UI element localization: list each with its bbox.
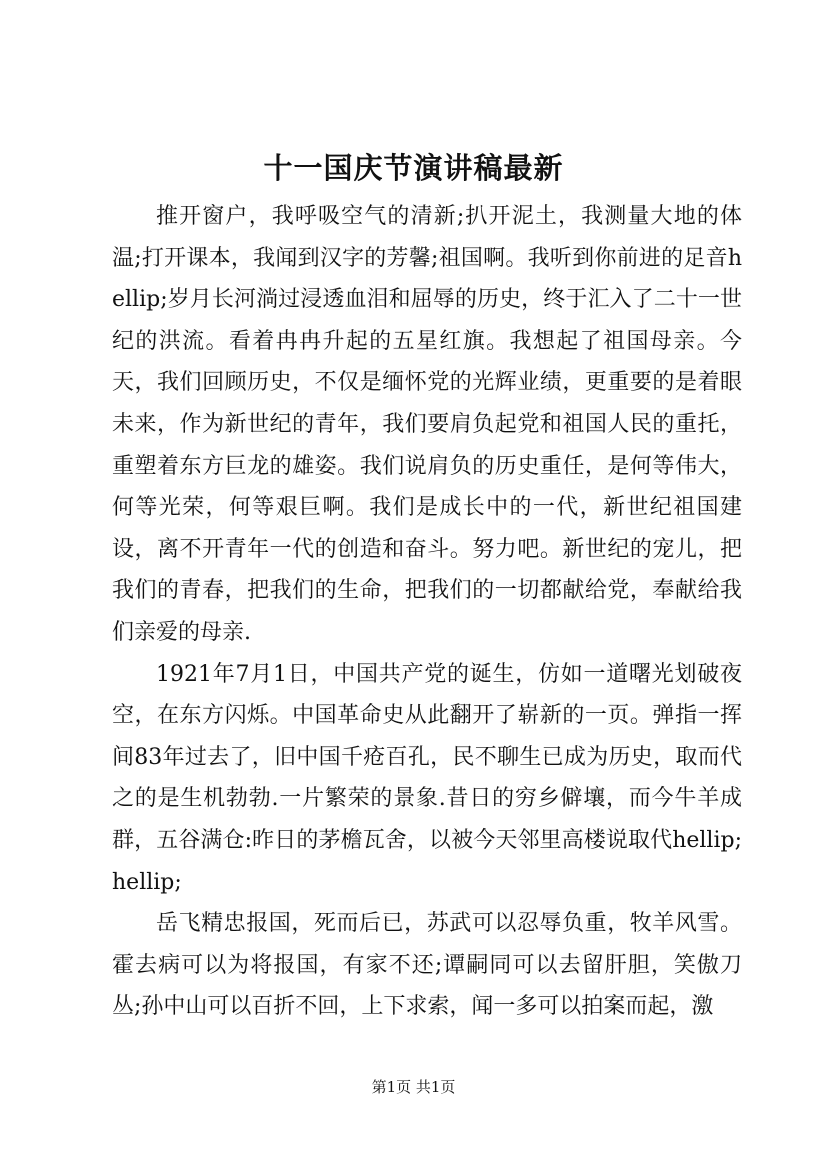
paragraph: 岳飞精忠报国，死而后已，苏武可以忍辱负重，牧羊风雪。霍去病可以为将报国，有家不还;谭嗣同可以去留肝胆，笑傲刀丛;孙中山可以百折不回，上下求索，闻一多可以拍案而起，激 (112, 911, 742, 1020)
document-body (112, 196, 742, 1028)
page-footer: 第1页 共1页 (371, 1078, 456, 1096)
paragraph: 推开窗户，我呼吸空气的清新;扒开泥土，我测量大地的体温;打开课本，我闻到汉字的芳馨;祖国啊。我听到你前进的足音hellip;岁月长河淌过浸透血泪和屈辱的历史，终于汇入了二十一世纪的洪流。看着冉冉升起的五星红旗。我想起了祖国母亲。今天，我们回顾历史，不仅是缅怀党的光辉业绩，更重要的是着眼未来，作为新世纪的青年，我们要肩负起党和祖国人民的重托，重塑着东方巨龙的雄姿。我们说肩负的历史重任，是何等伟大，何等光荣，何等艰巨啊。我们是成长中的一代，新世纪祖国建设，离不开青年一代的创造和奋斗。努力吧。新世纪的宠儿，把我们的青春，把我们的生命，把我们的一切都献给党，奉献给我们亲爱的母亲. (112, 204, 742, 645)
document-title: 十一国庆节演讲稿最新 (263, 151, 564, 185)
paragraph: 1921年7月1日，中国共产党的诞生，仿如一道曙光划破夜空，在东方闪烁。中国革命史从此翻开了崭新的一页。弹指一挥间83年过去了，旧中国千疮百孔，民不聊生已成为历史，取而代之的是生机勃勃.一片繁荣的景象.昔日的穷乡僻壤，而今牛羊成群，五谷满仓:昨日的茅檐瓦舍，以被今天邻里高楼说取代hellip;hellip; (112, 661, 742, 895)
